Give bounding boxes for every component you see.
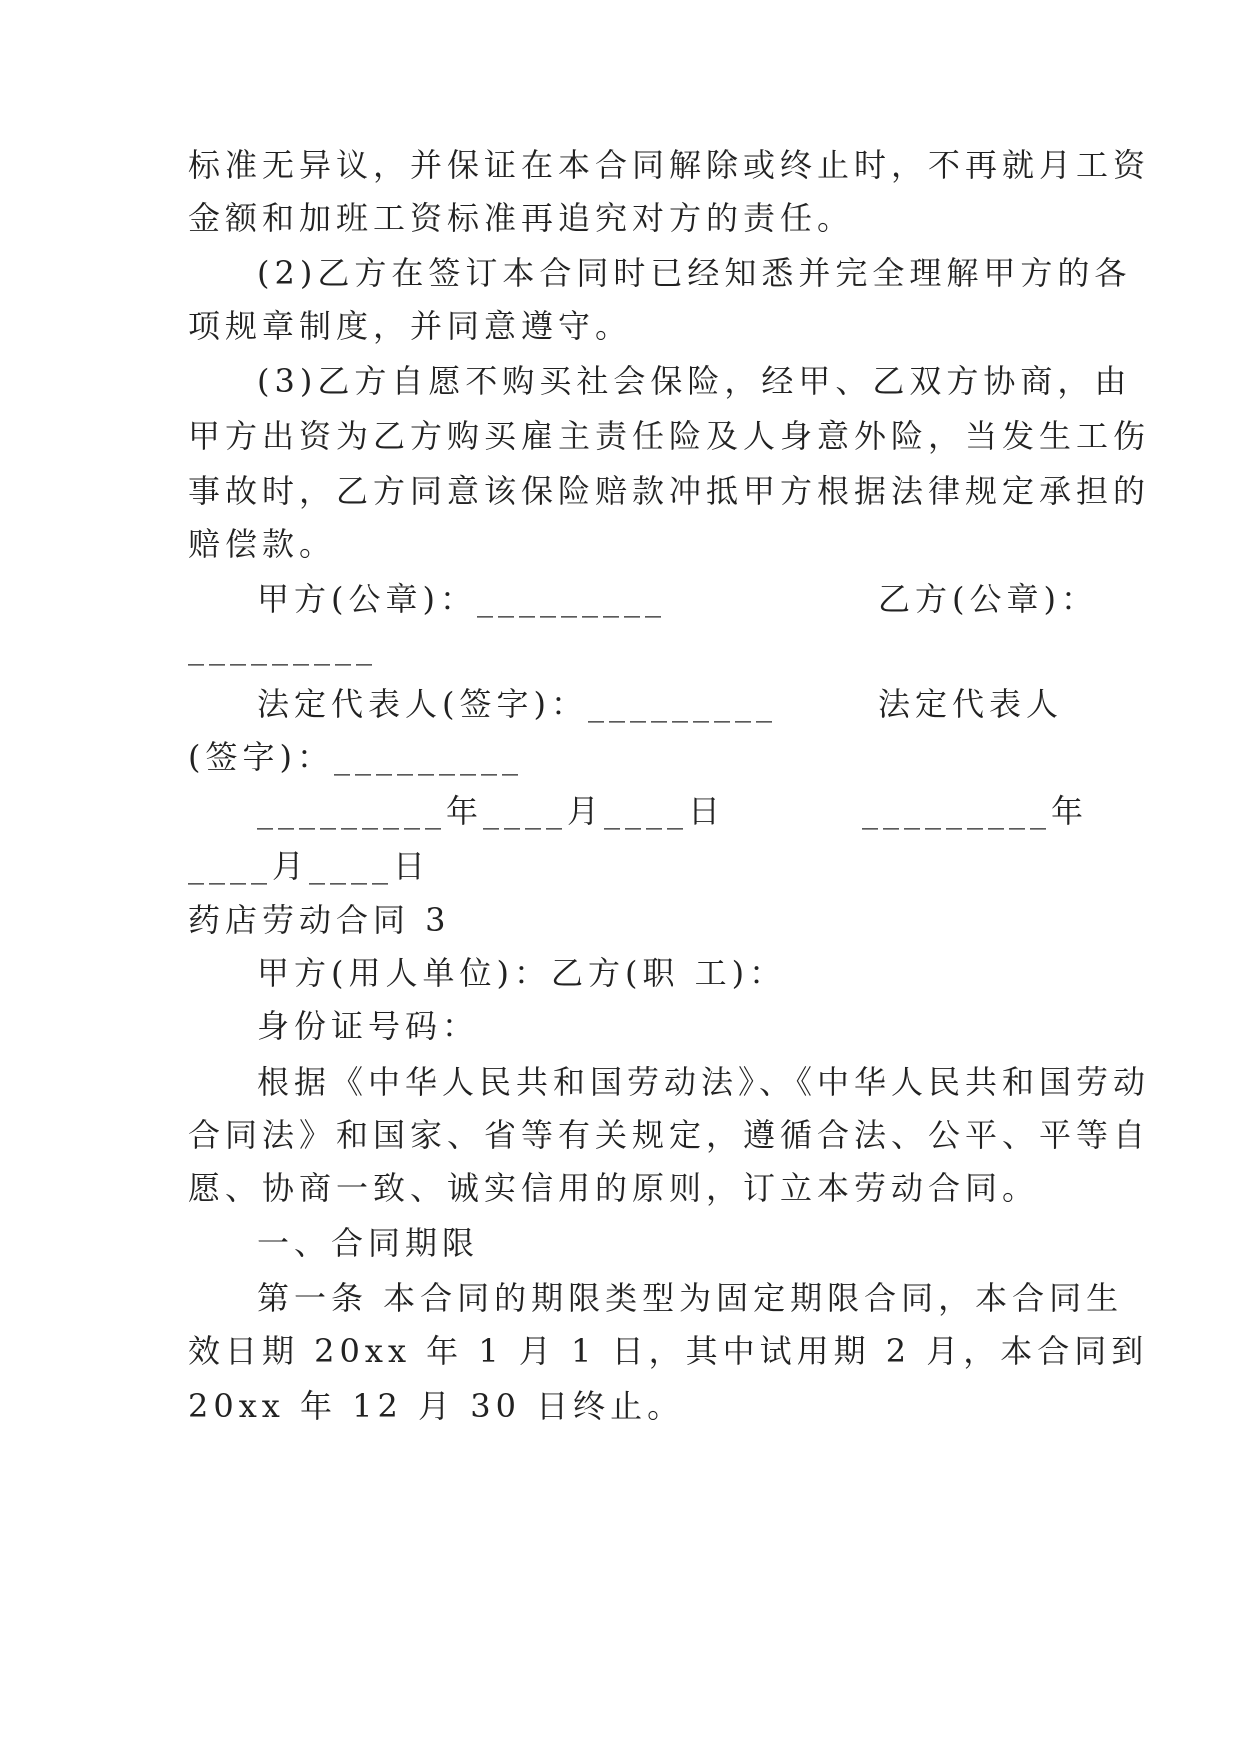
clause-3-line: 赔偿款。 <box>188 525 337 563</box>
article-1-line: 第一条 本合同的期限类型为固定期限合同，本合同生 <box>257 1279 1124 1317</box>
party-a-seal: 甲方(公章)：_________ <box>257 580 666 618</box>
id-number-line: 身份证号码： <box>257 1007 480 1045</box>
clause-3-line: (3)乙方自愿不购买社会保险，经甲、乙双方协商，由 <box>257 362 1132 400</box>
paragraph-line: 标准无异议，并保证在本合同解除或终止时，不再就月工资 <box>188 146 1151 184</box>
party-a-representative: 法定代表人(签字)：_________ <box>257 685 777 723</box>
preamble-line: 愿、协商一致、诚实信用的原则，订立本劳动合同。 <box>188 1169 1040 1207</box>
clause-2-line: 项规章制度，并同意遵守。 <box>188 307 633 345</box>
preamble-line: 根据《中华人民共和国劳动法》、《中华人民共和国劳动 <box>257 1063 1151 1101</box>
clause-3-line: 事故时，乙方同意该保险赔款冲抵甲方根据法律规定承担的 <box>188 472 1151 510</box>
party-b-representative-cont: (签字)：_________ <box>188 738 523 776</box>
article-1-line: 20xx 年 12 月 30 日终止。 <box>188 1387 685 1425</box>
party-b-seal: 乙方(公章)： <box>878 580 1098 618</box>
article-1-line: 效日期 20xx 年 1 月 1 日，其中试用期 2 月，本合同到 <box>188 1332 1149 1370</box>
clause-3-line: 甲方出资为乙方购买雇主责任险及人身意外险，当发生工伤 <box>188 417 1151 455</box>
preamble-line: 合同法》和国家、省等有关规定，遵循合法、公平、平等自 <box>188 1116 1151 1154</box>
parties-line: 甲方(用人单位)：乙方(职 工)： <box>257 954 787 992</box>
paragraph-line: 金额和加班工资标准再追究对方的责任。 <box>188 199 855 237</box>
party-b-date: _________年 <box>862 792 1089 830</box>
party-a-date: _________年____月____日 <box>257 792 726 830</box>
section-title: 药店劳动合同 3 <box>188 901 451 939</box>
party-b-seal-blank: _________ <box>188 628 377 666</box>
party-b-date-cont: ____月____日 <box>188 847 431 885</box>
party-b-representative: 法定代表人 <box>878 685 1064 723</box>
heading-contract-term: 一、合同期限 <box>257 1224 480 1262</box>
clause-2-line: (2)乙方在签订本合同时已经知悉并完全理解甲方的各 <box>257 254 1132 292</box>
